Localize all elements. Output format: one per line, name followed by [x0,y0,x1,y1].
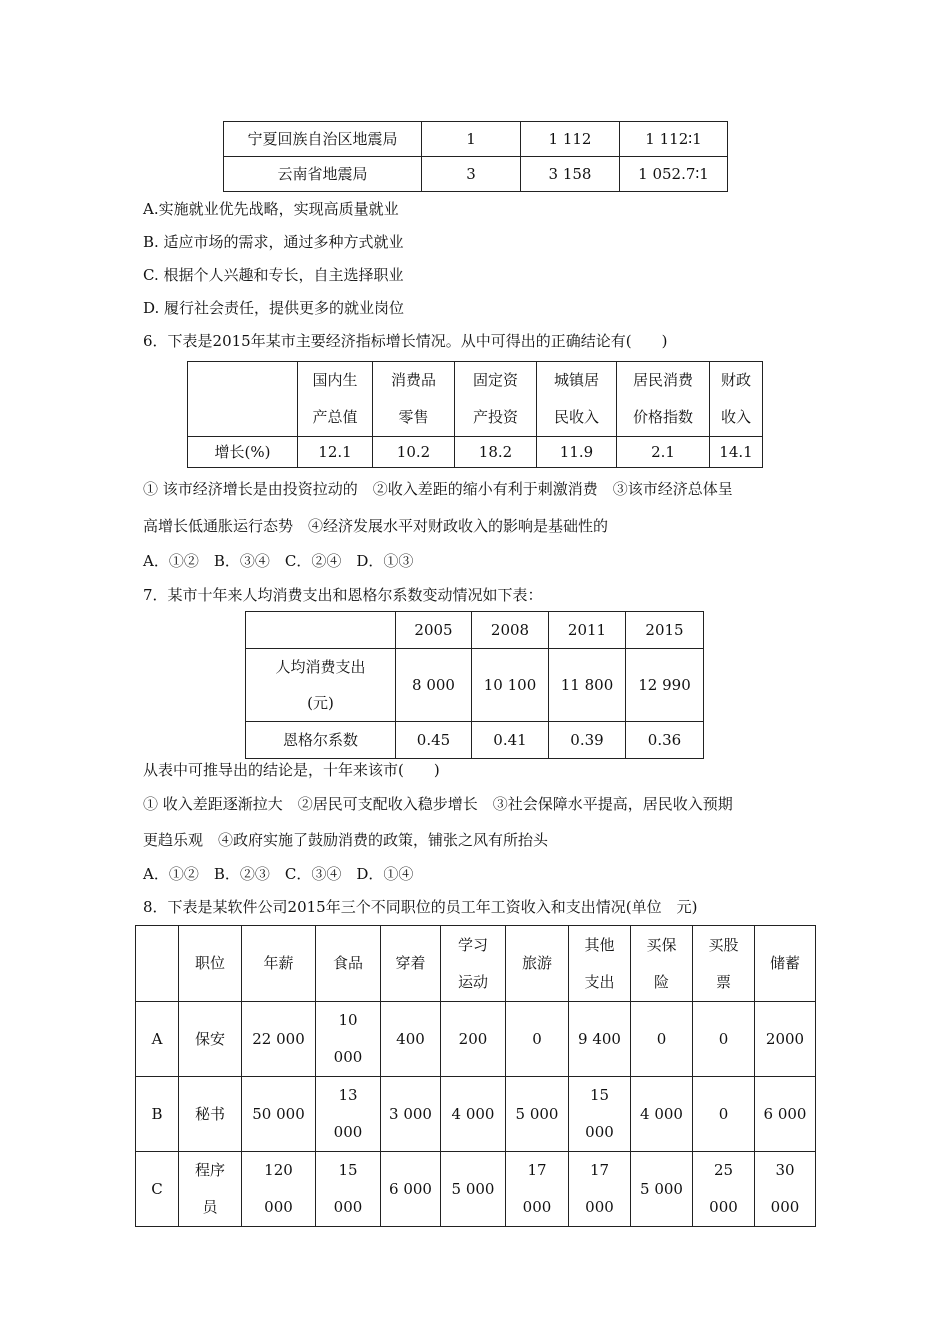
earthquake-bureau-table [223,121,728,192]
table-header: 买保 险 [631,926,693,1002]
table-cell: 5 000 [631,1152,693,1227]
table-cell: 0.39 [549,722,626,759]
table-header-row [188,362,763,437]
q6-statements-line2: 高增长低通胀运行态势 ④经济发展水平对财政收入的影响是基础性的 [143,517,609,535]
table-header [136,926,179,1002]
table-cell: 25 000 [693,1152,755,1227]
table-cell: 宁夏回族自治区地震局 [224,122,422,157]
table-row [188,437,763,468]
q5-option-c: C. 根据个人兴趣和专长，自主选择职业 [143,266,404,284]
q5-option-b: B. 适应市场的需求，通过多种方式就业 [143,233,404,251]
table-header [246,612,396,649]
table-header: 居民消费 价格指数 [617,362,710,437]
table-cell: 12 990 [626,649,704,722]
table-row [136,1077,816,1152]
q6-options: A．①② B．③④ C．②④ D．①③ [143,552,414,570]
q7-table [245,611,704,759]
table-header [188,362,298,437]
q5-option-d: D. 履行社会责任，提供更多的就业岗位 [143,299,405,317]
table-cell: 22 000 [242,1002,316,1077]
table-header: 年薪 [242,926,316,1002]
q7-options: A．①② B．②③ C．③④ D．①④ [143,865,414,883]
table-row [224,122,728,157]
table-header-row [136,926,816,1002]
table-row [246,649,704,722]
table-cell: 1 [422,122,521,157]
table-cell: 200 [441,1002,506,1077]
table-row [136,1152,816,1227]
table-header: 2011 [549,612,626,649]
table-header: 财政 收入 [710,362,763,437]
table-cell: 程序 员 [179,1152,242,1227]
table-cell: 0 [506,1002,569,1077]
table-row [136,1002,816,1077]
table-cell: 120 000 [242,1152,316,1227]
table-cell: 11.9 [537,437,617,468]
table-cell: 1 112 [521,122,620,157]
table-header: 2015 [626,612,704,649]
table-cell: 8 000 [396,649,472,722]
table-cell: 2000 [755,1002,816,1077]
table-cell: 1 112∶1 [620,122,728,157]
q7-statements-line2: 更趋乐观 ④政府实施了鼓励消费的政策，铺张之风有所抬头 [143,831,549,849]
table-header: 2005 [396,612,472,649]
q6-stem: 6．下表是2015年某市主要经济指标增长情况。从中可得出的正确结论有( ) [143,332,668,350]
table-cell: 4 000 [441,1077,506,1152]
table-cell: 1 052.7∶1 [620,157,728,192]
table-header: 买股 票 [693,926,755,1002]
table-header: 2008 [472,612,549,649]
table-cell: 14.1 [710,437,763,468]
table-cell: 50 000 [242,1077,316,1152]
table-cell: 30 000 [755,1152,816,1227]
table-header: 食品 [316,926,381,1002]
table-cell: B [136,1077,179,1152]
table-cell: 5 000 [506,1077,569,1152]
table-cell: 云南省地震局 [224,157,422,192]
table-cell: 2.1 [617,437,710,468]
table-cell: 400 [381,1002,441,1077]
table-cell: 10 000 [316,1002,381,1077]
table-cell: 0 [693,1002,755,1077]
table-header: 国内生 产总值 [298,362,373,437]
table-header: 学习 运动 [441,926,506,1002]
table-cell: 保安 [179,1002,242,1077]
q6-statements-line1: ① 该市经济增长是由投资拉动的 ②收入差距的缩小有利于刺激消费 ③该市经济总体呈 [143,480,733,498]
table-header: 其他 支出 [569,926,631,1002]
q7-statements-line1: ① 收入差距逐渐拉大 ②居民可支配收入稳步增长 ③社会保障水平提高，居民收入预期 [143,795,733,813]
table-cell: 3 000 [381,1077,441,1152]
table-cell: 0.41 [472,722,549,759]
table-header-row [246,612,704,649]
table-header: 消费品 零售 [373,362,455,437]
q6-table [187,361,763,468]
table-cell: 增长(%) [188,437,298,468]
table-cell: 10.2 [373,437,455,468]
table-cell: 17 000 [506,1152,569,1227]
q8-table [135,925,816,1227]
table-cell: 15 000 [316,1152,381,1227]
table-cell: 6 000 [755,1077,816,1152]
table-cell: 5 000 [441,1152,506,1227]
table-cell: 3 158 [521,157,620,192]
table-cell: 13 000 [316,1077,381,1152]
table-cell: 0.45 [396,722,472,759]
table-cell: 18.2 [455,437,537,468]
table-cell: 15 000 [569,1077,631,1152]
table-cell: 0.36 [626,722,704,759]
table-cell: 10 100 [472,649,549,722]
table-cell: 0 [631,1002,693,1077]
table-header: 穿着 [381,926,441,1002]
table-cell: 3 [422,157,521,192]
table-cell: 11 800 [549,649,626,722]
q7-stem: 7．某市十年来人均消费支出和恩格尔系数变动情况如下表： [143,586,543,604]
table-cell: 6 000 [381,1152,441,1227]
table-cell: 17 000 [569,1152,631,1227]
table-cell: 4 000 [631,1077,693,1152]
table-cell: 恩格尔系数 [246,722,396,759]
table-cell: 12.1 [298,437,373,468]
table-row [246,722,704,759]
table-header: 固定资 产投资 [455,362,537,437]
table-cell: 人均消费支出 (元) [246,649,396,722]
table-header: 储蓄 [755,926,816,1002]
table-cell: C [136,1152,179,1227]
q5-option-a: A.实施就业优先战略，实现高质量就业 [143,200,399,218]
table-row [224,157,728,192]
table-header: 城镇居 民收入 [537,362,617,437]
table-cell: A [136,1002,179,1077]
table-cell: 0 [693,1077,755,1152]
q7-question: 从表中可推导出的结论是，十年来该市( ) [143,761,440,779]
table-header: 职位 [179,926,242,1002]
table-cell: 9 400 [569,1002,631,1077]
q8-stem: 8．下表是某软件公司2015年三个不同职位的员工年工资收入和支出情况(单位 元) [143,898,698,916]
table-header: 旅游 [506,926,569,1002]
table-cell: 秘书 [179,1077,242,1152]
